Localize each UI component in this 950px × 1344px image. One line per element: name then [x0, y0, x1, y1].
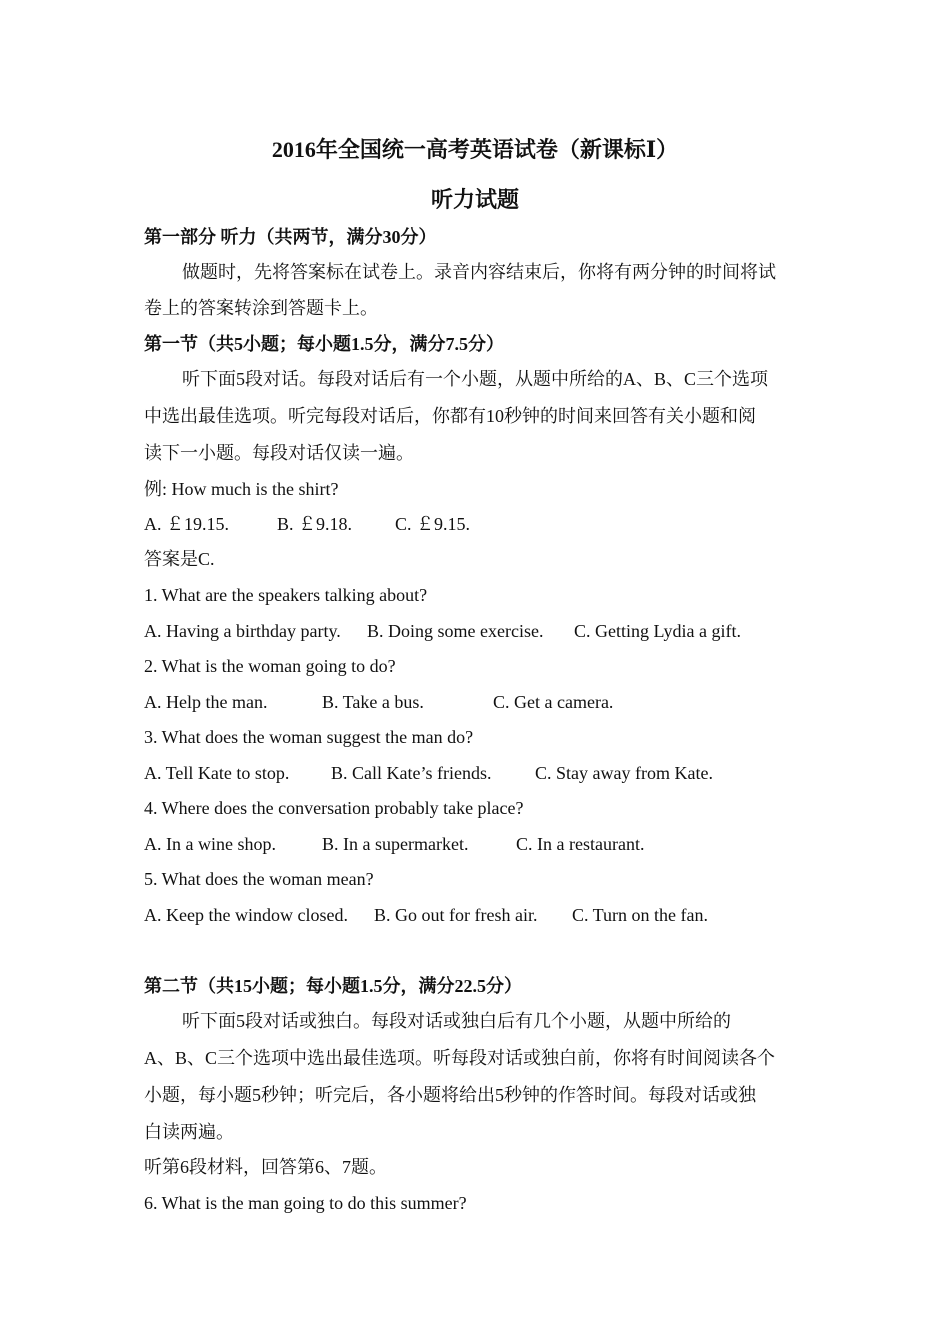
question-2: 2. What is the woman going to do?: [144, 656, 396, 676]
exam-title: 2016年全国统一高考英语试卷（新课标Ⅰ）: [271, 137, 679, 162]
q2-option-b: B. Take a bus.: [322, 692, 424, 712]
question-3: 3. What does the woman suggest the man do?: [144, 727, 474, 747]
q2-option-c: C. Get a camera.: [493, 692, 614, 712]
material-note: 听第6段材料，回答第6、7题。: [144, 1157, 387, 1177]
part1-instruction-line: 卷上的答案转涂到答题卡上。: [144, 298, 378, 318]
section1-instruction-line: 读下一小题。每段对话仅读一遍。: [144, 443, 414, 463]
section2-instruction-line: 白读两遍。: [144, 1122, 234, 1142]
q3-option-b: B. Call Kate’s friends.: [331, 763, 492, 783]
question-1: 1. What are the speakers talking about?: [144, 585, 428, 605]
section1-instruction-line: 听下面5段对话。每段对话后有一个小题，从题中所给的A、B、C三个选项: [182, 369, 769, 389]
section1-heading: 第一节（共5小题；每小题1.5分，满分7.5分）: [144, 334, 504, 354]
q4-option-b: B. In a supermarket.: [322, 834, 469, 854]
question-6: 6. What is the man going to do this summer?: [144, 1193, 467, 1213]
q5-option-b: B. Go out for fresh air.: [374, 905, 538, 925]
section2-heading: 第二节（共15小题；每小题1.5分，满分22.5分）: [144, 976, 522, 996]
q1-option-a: A. Having a birthday party.: [144, 621, 341, 641]
q4-option-a: A. In a wine shop.: [144, 834, 276, 854]
q5-option-a: A. Keep the window closed.: [144, 905, 348, 925]
q1-option-b: B. Doing some exercise.: [367, 621, 544, 641]
section2-instruction-line: 听下面5段对话或独白。每段对话或独白后有几个小题，从题中所给的: [182, 1011, 731, 1031]
q3-option-c: C. Stay away from Kate.: [535, 763, 713, 783]
section2-instruction-line: 小题，每小题5秒钟；听完后，各小题将给出5秒钟的作答时间。每段对话或独: [144, 1085, 756, 1105]
q1-option-c: C. Getting Lydia a gift.: [574, 621, 741, 641]
example-option-a: A. ￡19.15.: [144, 514, 229, 534]
example-question: 例: How much is the shirt?: [144, 479, 339, 499]
section2-instruction-line: A、B、C三个选项中选出最佳选项。听每段对话或独白前，你将有时间阅读各个: [144, 1048, 776, 1068]
question-4: 4. Where does the conversation probably take place?: [144, 798, 524, 818]
question-5: 5. What does the woman mean?: [144, 869, 374, 889]
example-option-c: C. ￡9.15.: [395, 514, 471, 534]
exam-subtitle: 听力试题: [430, 187, 519, 212]
q5-option-c: C. Turn on the fan.: [572, 905, 709, 925]
q3-option-a: A. Tell Kate to stop.: [144, 763, 290, 783]
part1-heading: 第一部分 听力（共两节，满分30分）: [144, 227, 437, 247]
example-option-b: B. ￡9.18.: [277, 514, 353, 534]
q2-option-a: A. Help the man.: [144, 692, 268, 712]
example-answer: 答案是C.: [144, 549, 215, 569]
section1-instruction-line: 中选出最佳选项。听完每段对话后，你都有10秒钟的时间来回答有关小题和阅: [144, 406, 756, 426]
part1-instruction-line: 做题时，先将答案标在试卷上。录音内容结束后，你将有两分钟的时间将试: [182, 262, 776, 282]
q4-option-c: C. In a restaurant.: [516, 834, 645, 854]
